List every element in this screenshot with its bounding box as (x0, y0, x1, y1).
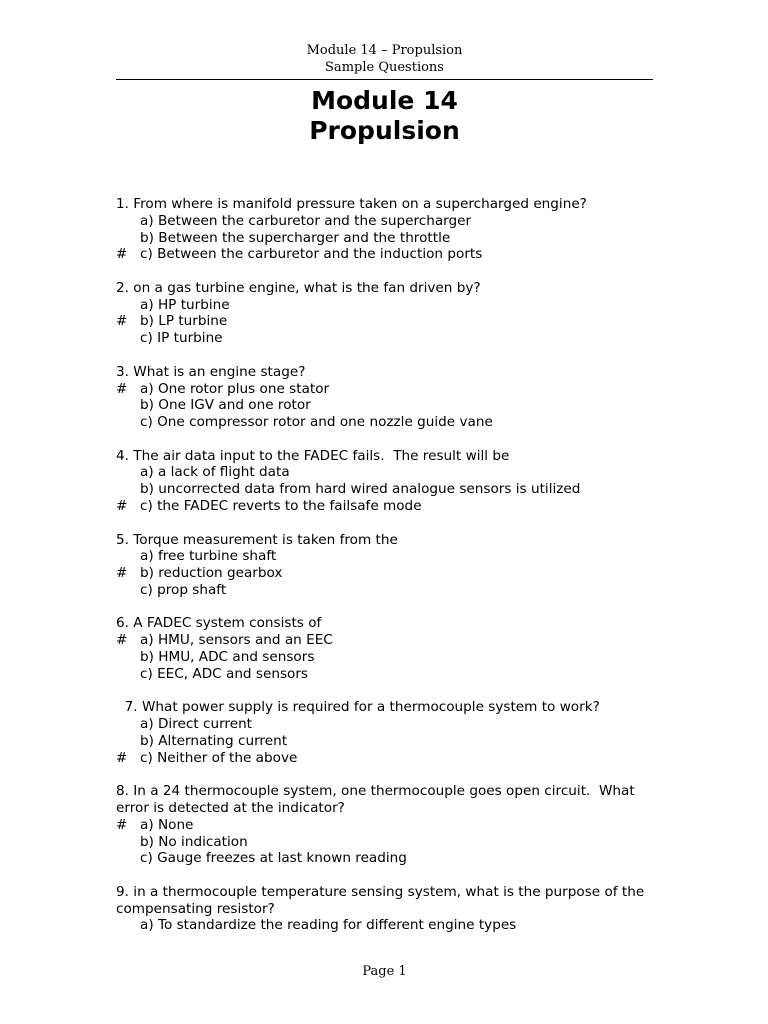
question-text: 8. In a 24 thermocouple system, one thermocouple goes open circuit. What error is detected at the indicator? (116, 783, 640, 816)
correct-answer-marker: # (116, 749, 128, 766)
answer-option (116, 213, 656, 230)
page-title (116, 86, 653, 146)
answer-option-text: a) a lack of flight data (140, 464, 290, 481)
question-item (116, 884, 656, 934)
answer-option-text: b) Alternating current (140, 732, 288, 749)
answer-option-text: a) HMU, sensors and an EEC (140, 632, 333, 649)
answer-option-text: c) EEC, ADC and sensors (140, 665, 309, 682)
answer-option-text: a) None (140, 816, 194, 833)
answer-option (116, 666, 656, 683)
answer-option (116, 230, 656, 247)
page-footer (116, 963, 653, 980)
correct-answer-marker: # (116, 565, 128, 582)
answer-option (116, 817, 656, 834)
answer-option (116, 414, 656, 431)
answer-option (116, 464, 656, 481)
answer-option (116, 565, 656, 582)
answer-option (116, 246, 656, 263)
answer-option-text: a) Direct current (140, 716, 253, 733)
answer-option-text: a) One rotor plus one stator (140, 380, 330, 397)
title-line-propulsion: Propulsion (309, 116, 460, 145)
answer-option (116, 850, 656, 867)
answer-option-text: b) uncorrected data from hard wired analogue sensors is utilized (140, 481, 581, 498)
page-number: Page 1 (362, 964, 407, 979)
answer-option (116, 716, 656, 733)
answer-option-text: c) Gauge freezes at last known reading (140, 850, 407, 867)
answer-option-text: a) Between the carburetor and the supercharger (140, 212, 472, 229)
header-subtitle-line: Sample Questions (325, 60, 444, 75)
answer-option (116, 733, 656, 750)
answer-option-text: c) Between the carburetor and the induction ports (140, 246, 483, 263)
answer-option (116, 397, 656, 414)
question-item (116, 699, 656, 766)
question-item (116, 280, 656, 347)
answer-option (116, 297, 656, 314)
question-text: 6. A FADEC system consists of (116, 615, 322, 632)
answer-option (116, 481, 656, 498)
question-list (116, 196, 656, 951)
question-item (116, 196, 656, 263)
header-module-line: Module 14 – Propulsion (306, 43, 463, 58)
answer-option (116, 582, 656, 599)
answer-option (116, 498, 656, 515)
answer-option-text: b) No indication (140, 833, 248, 850)
correct-answer-marker: # (116, 498, 128, 515)
answer-option (116, 834, 656, 851)
answer-option-text: a) HP turbine (140, 296, 230, 313)
correct-answer-marker: # (116, 816, 128, 833)
question-text: 4. The air data input to the FADEC fails. The result will be (116, 447, 510, 464)
question-item (116, 783, 656, 867)
question-text: 3. What is an engine stage? (116, 363, 306, 380)
answer-option-text: b) Between the supercharger and the throttle (140, 229, 451, 246)
correct-answer-marker: # (116, 632, 128, 649)
answer-option-text: b) reduction gearbox (140, 565, 283, 582)
answer-option (116, 313, 656, 330)
question-item (116, 532, 656, 599)
answer-option-text: b) One IGV and one rotor (140, 397, 311, 414)
answer-option (116, 381, 656, 398)
answer-option (116, 917, 656, 934)
answer-option-text: c) prop shaft (140, 581, 227, 598)
question-text: 5. Torque measurement is taken from the (116, 531, 398, 548)
answer-option-text: b) HMU, ADC and sensors (140, 648, 315, 665)
question-text: 7. What power supply is required for a thermocouple system to work? (116, 699, 600, 716)
question-item (116, 364, 656, 431)
correct-answer-marker: # (116, 380, 128, 397)
answer-option (116, 632, 656, 649)
correct-answer-marker: # (116, 246, 128, 263)
answer-option-text: c) One compressor rotor and one nozzle guide vane (140, 414, 493, 431)
header-rule (116, 79, 653, 80)
question-item (116, 448, 656, 515)
answer-option-text: c) IP turbine (140, 330, 223, 347)
answer-option-text: a) To standardize the reading for different engine types (140, 917, 517, 934)
answer-option (116, 649, 656, 666)
question-text: 1. From where is manifold pressure taken on a supercharged engine? (116, 196, 587, 212)
answer-option-text: a) free turbine shaft (140, 548, 277, 565)
answer-option-text: c) the FADEC reverts to the failsafe mode (140, 498, 422, 515)
question-text: 9. in a thermocouple temperature sensing system, what is the purpose of the compensating resistor? (116, 883, 649, 917)
title-line-module: Module 14 (311, 86, 458, 115)
question-item (116, 615, 656, 682)
answer-option-text: b) LP turbine (140, 313, 228, 330)
answer-option (116, 548, 656, 565)
answer-option (116, 330, 656, 347)
page-header (116, 42, 653, 76)
correct-answer-marker: # (116, 313, 128, 330)
question-text: 2. on a gas turbine engine, what is the fan driven by? (116, 279, 481, 296)
answer-option-text: c) Neither of the above (140, 749, 298, 766)
answer-option (116, 750, 656, 767)
